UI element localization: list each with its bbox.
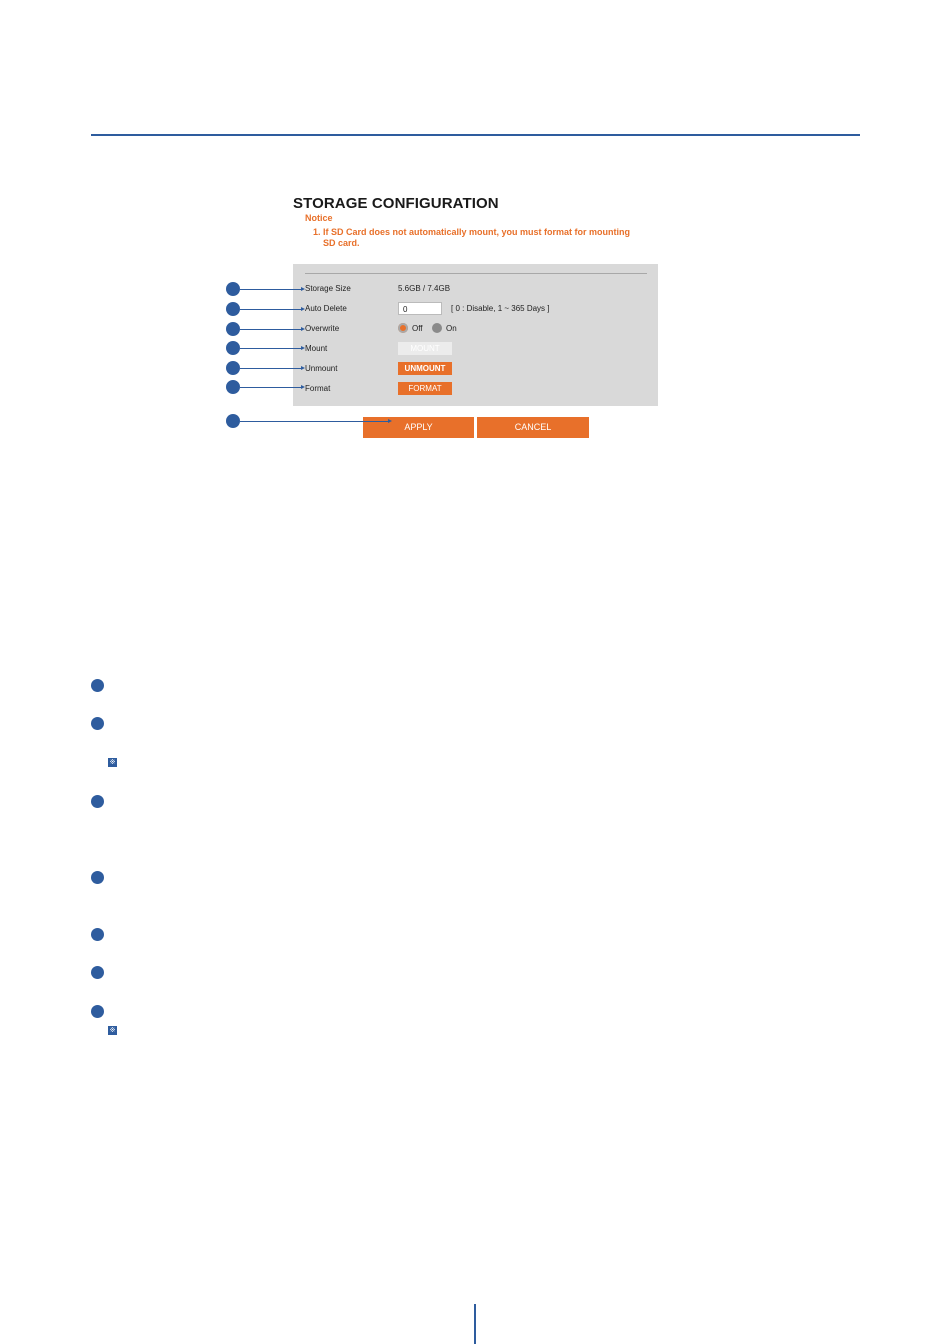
overwrite-label: Overwrite xyxy=(305,324,340,333)
list-marker-7 xyxy=(91,1005,104,1018)
page-title: STORAGE CONFIGURATION xyxy=(293,195,499,212)
mount-button[interactable]: MOUNT xyxy=(398,342,452,355)
callout-marker-4 xyxy=(226,341,240,355)
list-marker-6 xyxy=(91,966,104,979)
callout-line-6 xyxy=(240,387,302,388)
apply-button[interactable]: APPLY xyxy=(363,417,474,438)
unmount-label: Unmount xyxy=(305,364,338,373)
callout-arrow-2 xyxy=(301,307,305,311)
callout-marker-6 xyxy=(226,380,240,394)
callout-line-2 xyxy=(240,309,302,310)
unmount-button[interactable]: UNMOUNT xyxy=(398,362,452,375)
auto-delete-input[interactable]: 0 xyxy=(398,302,442,315)
notice-label: Notice xyxy=(305,213,333,223)
callout-arrow-7 xyxy=(388,419,392,423)
auto-delete-hint: [ 0 : Disable, 1 ~ 365 Days ] xyxy=(451,304,550,313)
callout-marker-3 xyxy=(226,322,240,336)
callout-line-1 xyxy=(240,289,302,290)
note-icon: ※ xyxy=(109,1027,116,1034)
auto-delete-label: Auto Delete xyxy=(305,304,347,313)
callout-marker-1 xyxy=(226,282,240,296)
format-label: Format xyxy=(305,384,331,393)
overwrite-off-label: Off xyxy=(412,324,423,333)
note-icon: ※ xyxy=(109,759,116,766)
page-divider xyxy=(474,1304,476,1344)
panel-divider xyxy=(305,273,647,274)
callout-arrow-5 xyxy=(301,366,305,370)
callout-line-3 xyxy=(240,329,302,330)
overwrite-off-radio[interactable] xyxy=(398,323,408,333)
callout-marker-2 xyxy=(226,302,240,316)
callout-line-5 xyxy=(240,368,302,369)
cancel-button[interactable]: CANCEL xyxy=(477,417,589,438)
notice-line-1: 1. If SD Card does not automatically mount, you must format for mounting xyxy=(313,227,631,237)
callout-arrow-3 xyxy=(301,327,305,331)
storage-size-value: 5.6GB / 7.4GB xyxy=(398,284,451,293)
format-button[interactable]: FORMAT xyxy=(398,382,452,395)
mount-label: Mount xyxy=(305,344,328,353)
callout-marker-7 xyxy=(226,414,240,428)
callout-line-4 xyxy=(240,348,302,349)
storage-size-label: Storage Size xyxy=(305,284,351,293)
header-rule xyxy=(91,134,860,136)
callout-arrow-1 xyxy=(301,287,305,291)
callout-arrow-4 xyxy=(301,346,305,350)
list-marker-5 xyxy=(91,928,104,941)
callout-line-7 xyxy=(240,421,389,422)
notice-line-2: SD card. xyxy=(323,238,360,248)
notice-text xyxy=(313,227,658,249)
callout-arrow-6 xyxy=(301,385,305,389)
list-marker-1 xyxy=(91,679,104,692)
list-marker-3 xyxy=(91,795,104,808)
overwrite-on-radio[interactable] xyxy=(432,323,442,333)
callout-marker-5 xyxy=(226,361,240,375)
list-marker-4 xyxy=(91,871,104,884)
list-marker-2 xyxy=(91,717,104,730)
overwrite-on-label: On xyxy=(446,324,457,333)
